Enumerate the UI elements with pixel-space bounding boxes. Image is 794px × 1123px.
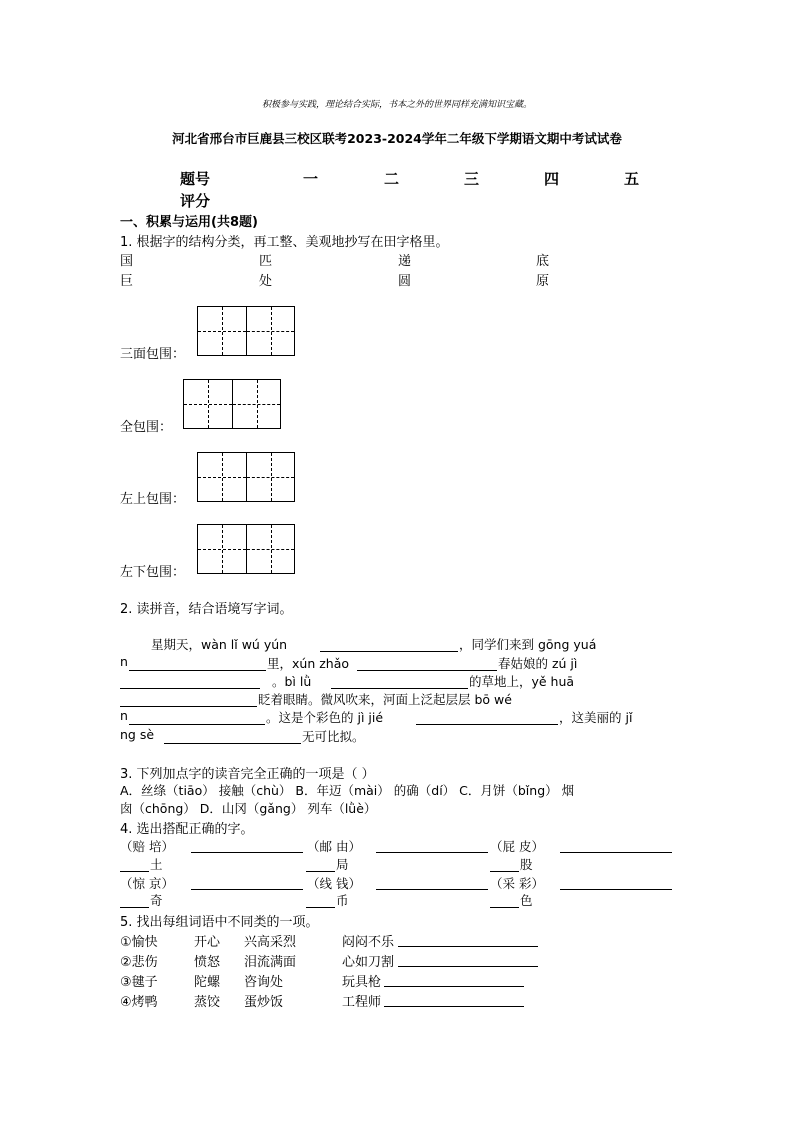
q1-char: 圆 — [398, 274, 412, 289]
q1-char: 匹 — [259, 254, 273, 269]
q5-word: 工程师 — [342, 995, 382, 1010]
answer-blank[interactable] — [120, 688, 260, 689]
answer-blank[interactable] — [191, 852, 303, 853]
q2-text: n — [120, 654, 128, 669]
answer-blank[interactable] — [376, 889, 488, 890]
tianzi-grid[interactable] — [197, 452, 295, 502]
answer-blank[interactable] — [129, 670, 266, 671]
score-col-1: 一 — [303, 170, 319, 188]
q2-text: ，同学们来到 gōng yuá — [459, 637, 597, 652]
grid-label: 三面包围： — [120, 347, 186, 362]
q1-char: 递 — [398, 254, 412, 269]
q1-prompt: 1. 根据字的结构分类，再工整、美观地抄写在田字格里。 — [120, 235, 449, 250]
q5-word: 泪流满面 — [244, 955, 297, 970]
answer-blank[interactable] — [320, 651, 458, 652]
answer-blank[interactable] — [357, 670, 497, 671]
q4-suffix: 色 — [520, 893, 533, 908]
q4-pair: （屁 皮） — [490, 839, 544, 854]
answer-blank[interactable] — [560, 889, 672, 890]
answer-blank[interactable] — [560, 852, 672, 853]
q2-text: 。这是个彩色的 jì jié — [266, 710, 384, 725]
q5-word: 咨询处 — [244, 975, 284, 990]
answer-blank[interactable] — [416, 724, 558, 725]
q5-word: 玩具枪 — [342, 975, 382, 990]
q5-word: 开心 — [194, 935, 221, 950]
q3-prompt: 3. 下列加点字的读音完全正确的一项是（ ） — [120, 767, 375, 782]
q2-text: ng sè — [120, 727, 155, 742]
answer-blank[interactable] — [120, 871, 149, 872]
q2-text: 眨着眼睛。微风吹来，河面上泛起层层 bō wé — [258, 692, 512, 707]
q2-text: ，这美丽的 jǐ — [559, 710, 633, 725]
q5-word: ②悲伤 — [120, 955, 158, 970]
answer-blank[interactable] — [490, 871, 519, 872]
q2-prompt: 2. 读拼音，结合语境写字词。 — [120, 602, 293, 617]
score-col-2: 二 — [384, 170, 400, 188]
q4-suffix: 股 — [520, 857, 533, 872]
answer-blank[interactable] — [398, 946, 538, 947]
q5-word: ①愉快 — [120, 935, 158, 950]
tianzi-grid[interactable] — [197, 306, 295, 356]
answer-blank[interactable] — [306, 907, 335, 908]
q2-text: 的草地上，yě huā — [469, 674, 575, 689]
q1-char: 原 — [536, 274, 550, 289]
q4-suffix: 币 — [336, 893, 349, 908]
q4-pair: （线 钱） — [307, 876, 361, 891]
q5-word: ④烤鸭 — [120, 995, 158, 1010]
q5-word: 蛋炒饭 — [244, 995, 284, 1010]
q2-text: 里，xún zhǎo — [267, 656, 350, 671]
q4-suffix: 奇 — [150, 893, 163, 908]
q1-char: 国 — [120, 254, 134, 269]
answer-blank[interactable] — [191, 889, 303, 890]
answer-blank[interactable] — [490, 907, 519, 908]
page-title: 河北省邢台市巨鹿县三校区联考2023-2024学年二年级下学期语文期中考试试卷 — [172, 131, 622, 146]
answer-blank[interactable] — [306, 871, 335, 872]
score-col-3: 三 — [464, 170, 480, 188]
grid-label: 左下包围： — [120, 565, 186, 580]
q5-word: 陀螺 — [194, 975, 221, 990]
q2-text: 。bì lǜ — [272, 674, 312, 689]
section-heading: 一、积累与运用(共8题) — [120, 215, 258, 230]
answer-blank[interactable] — [129, 724, 265, 725]
answer-blank[interactable] — [376, 852, 488, 853]
q3-options: 囱（chōng） D．山冈（gǎng） 列车（lǜè） — [120, 801, 377, 816]
q1-char: 底 — [536, 254, 550, 269]
q2-text: n — [120, 708, 128, 723]
q3-options: A．丝绦（tiāo） 接触（chù） B．年迈（mài） 的确（dí） C．月饼（bǐng） 烟 — [120, 783, 575, 798]
q4-pair: （惊 京） — [120, 876, 174, 891]
q5-word: ③毽子 — [120, 975, 158, 990]
q1-char: 处 — [259, 274, 273, 289]
q4-pair: （采 彩） — [490, 876, 544, 891]
q1-char: 巨 — [120, 274, 134, 289]
answer-blank[interactable] — [120, 907, 149, 908]
q5-word: 闷闷不乐 — [342, 935, 395, 950]
q5-word: 心如刀割 — [342, 955, 395, 970]
answer-blank[interactable] — [398, 966, 538, 967]
q4-prompt: 4. 选出搭配正确的字。 — [120, 822, 254, 837]
answer-blank[interactable] — [384, 986, 524, 987]
q4-suffix: 局 — [336, 857, 349, 872]
score-col-5: 五 — [624, 170, 640, 188]
q2-text: 无可比拟。 — [302, 729, 365, 744]
q2-text: 春姑娘的 zú jì — [498, 656, 578, 671]
answer-blank[interactable] — [384, 1006, 524, 1007]
q5-word: 愤怒 — [194, 955, 221, 970]
grid-label: 左上包围： — [120, 492, 186, 507]
tianzi-grid[interactable] — [183, 379, 281, 429]
q4-suffix: 土 — [150, 857, 163, 872]
grid-label: 全包围： — [120, 420, 173, 435]
motto: 积极参与实践，理论结合实际，书本之外的世界同样充满知识宝藏。 — [261, 100, 532, 110]
score-col-4: 四 — [544, 170, 560, 188]
q4-pair: （赔 培） — [120, 839, 174, 854]
score-header: 题号 — [180, 170, 211, 188]
q2-text: 星期天，wàn lǐ wú yún — [151, 637, 288, 652]
score-row-label: 评分 — [180, 192, 211, 210]
q5-word: 兴高采烈 — [244, 935, 297, 950]
answer-blank[interactable] — [164, 743, 301, 744]
q5-prompt: 5. 找出每组词语中不同类的一项。 — [120, 915, 319, 930]
answer-blank[interactable] — [120, 706, 257, 707]
tianzi-grid[interactable] — [197, 524, 295, 574]
q4-pair: （邮 由） — [307, 839, 361, 854]
q5-word: 蒸饺 — [194, 995, 221, 1010]
answer-blank[interactable] — [331, 688, 468, 689]
